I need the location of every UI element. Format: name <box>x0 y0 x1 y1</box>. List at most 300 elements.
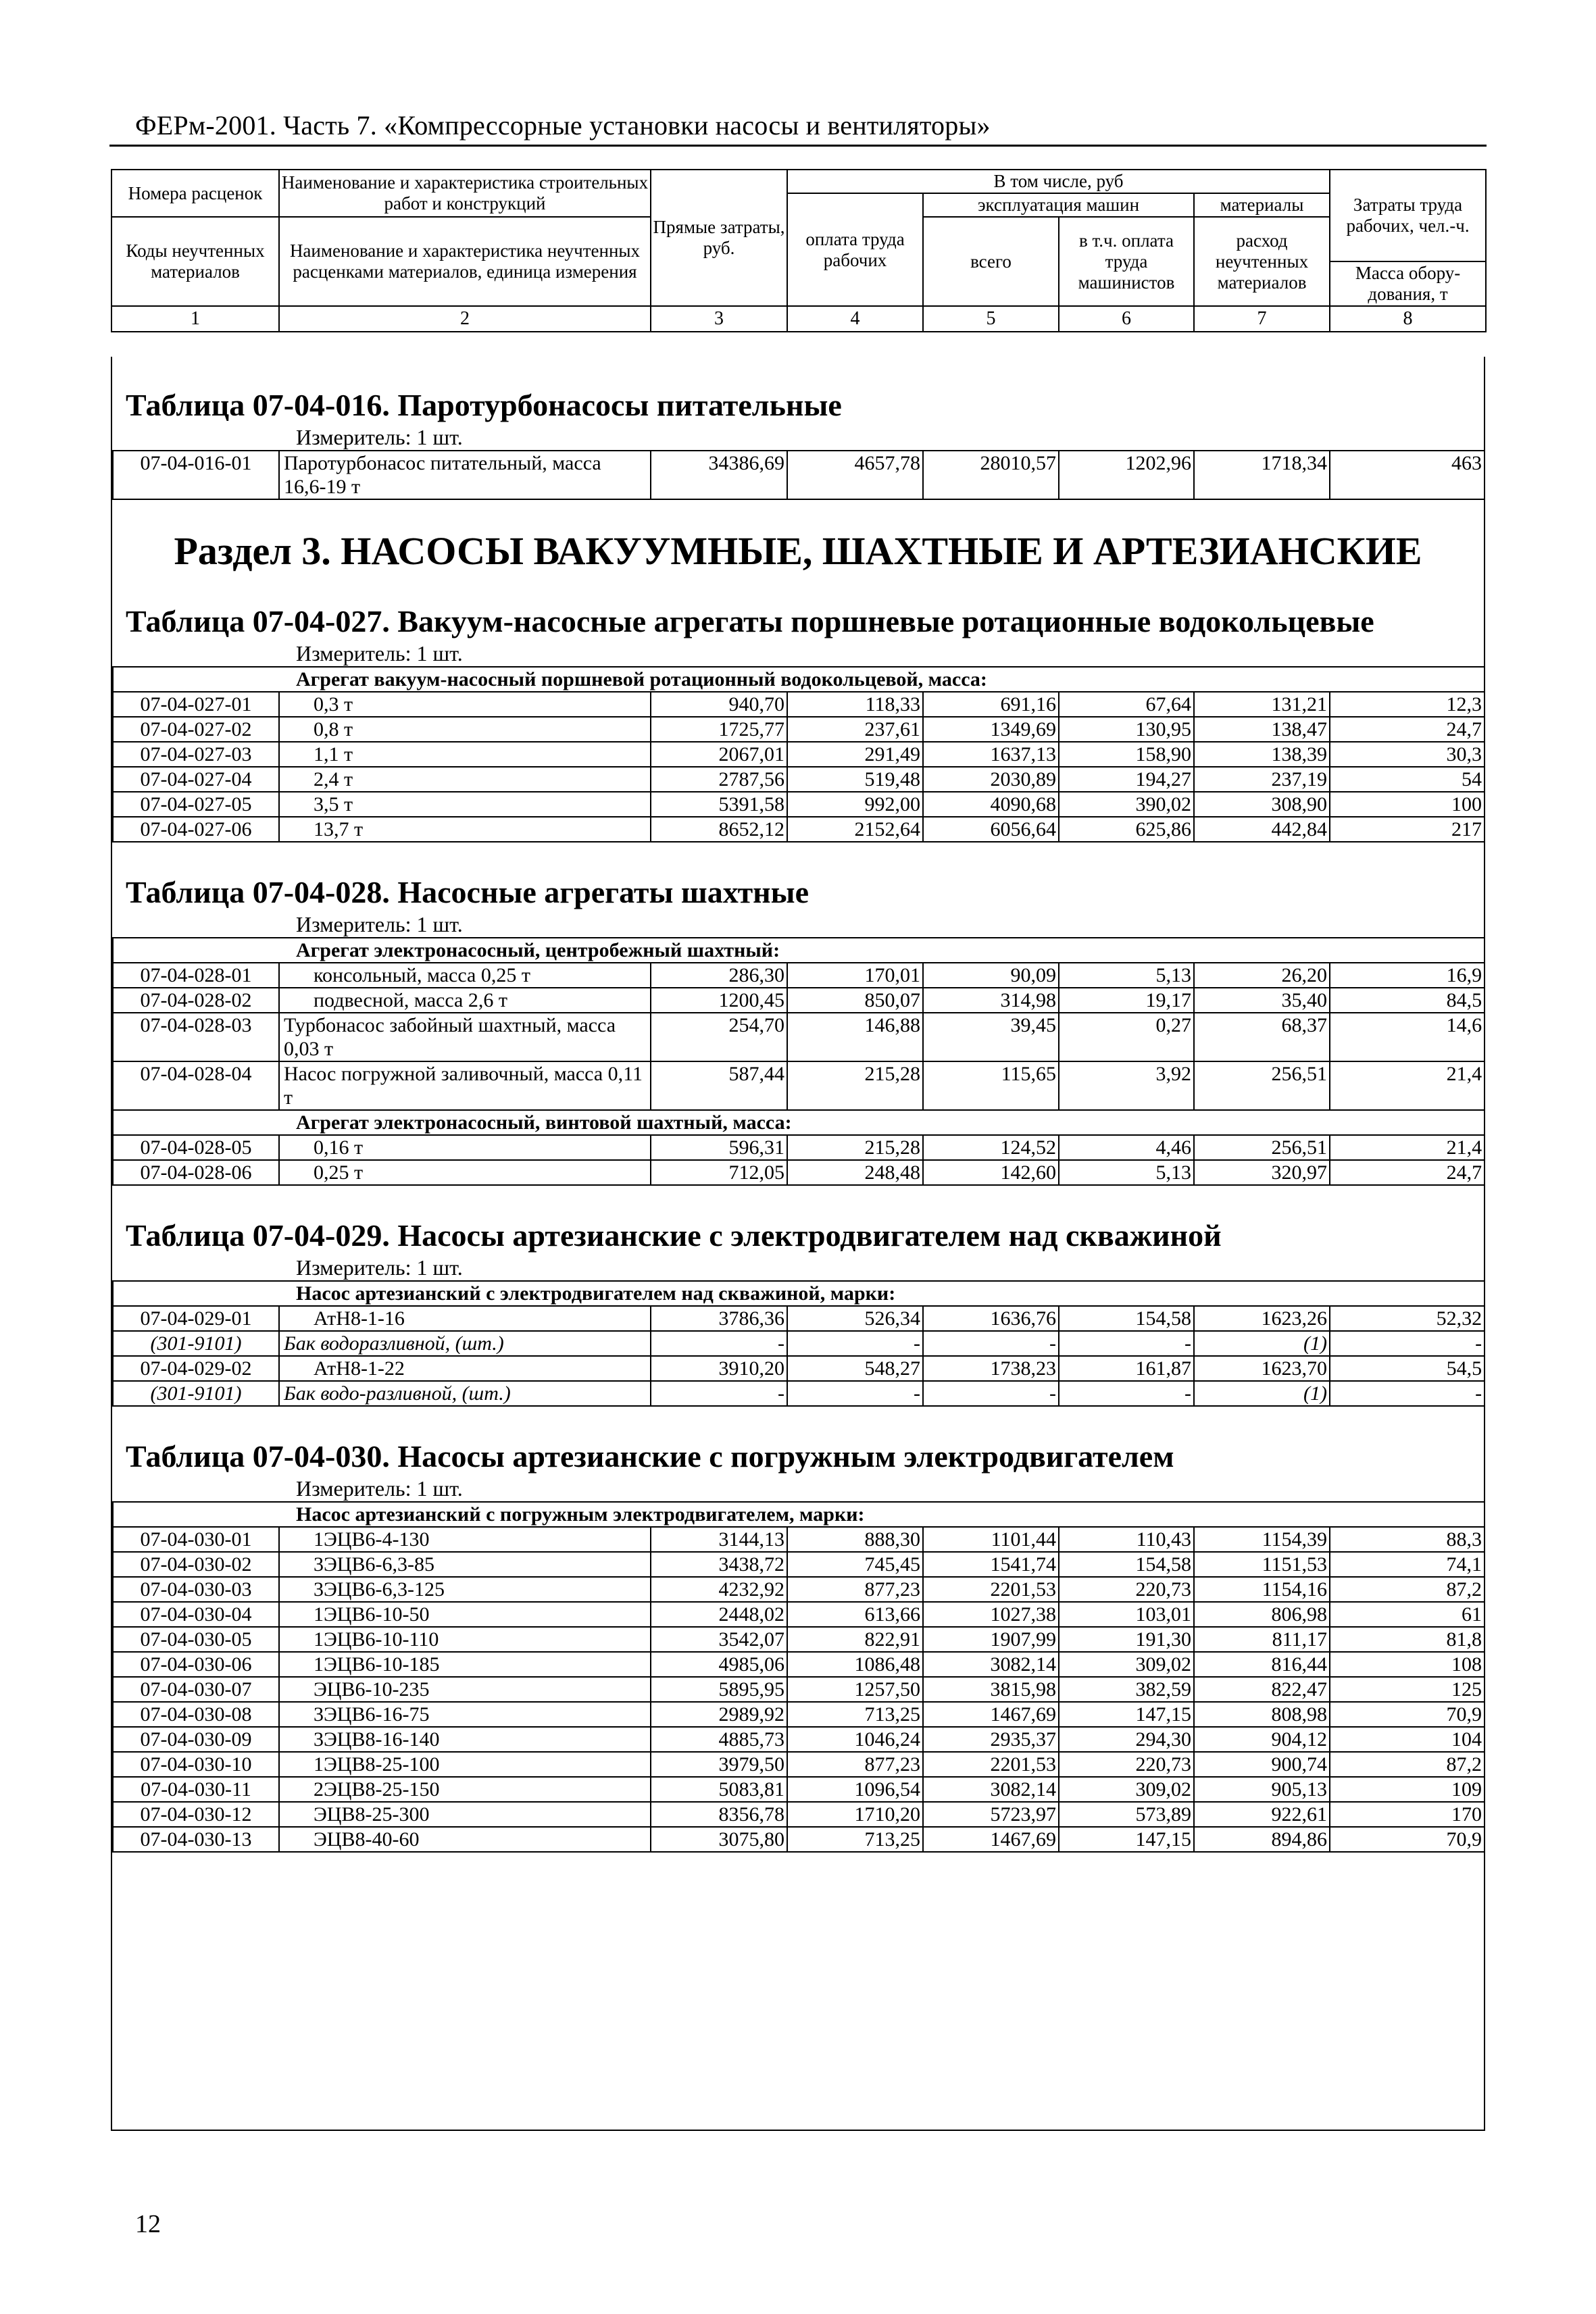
row-code: 07-04-027-03 <box>113 742 279 767</box>
row-machines: 691,16 <box>923 692 1059 717</box>
row-code: 07-04-030-12 <box>113 1802 279 1827</box>
row-materials: 1154,39 <box>1194 1527 1330 1552</box>
unit-label: Измеритель: 1 шт. <box>296 641 463 665</box>
row-machinists: 3,92 <box>1059 1061 1194 1110</box>
row-code: 07-04-027-06 <box>113 817 279 842</box>
table-title: Таблица 07-04-016. Паротурбонасосы питательные <box>126 388 842 422</box>
row-machines: 3082,14 <box>923 1777 1059 1802</box>
row-code: 07-04-030-04 <box>113 1602 279 1627</box>
row-extra: 217 <box>1330 817 1485 842</box>
row-extra: 125 <box>1330 1677 1485 1702</box>
row-machinists: 103,01 <box>1059 1602 1194 1627</box>
row-direct: 3542,07 <box>651 1627 787 1652</box>
col-header-material-codes: Коды неучтенных материалов <box>111 217 279 306</box>
row-machinists: 19,17 <box>1059 988 1194 1013</box>
row-extra: 21,4 <box>1330 1061 1485 1110</box>
row-direct: - <box>651 1331 787 1356</box>
row-machines: 1738,23 <box>923 1356 1059 1381</box>
row-name: ЭЦВ8-40-60 <box>279 1827 651 1852</box>
row-extra: 54,5 <box>1330 1356 1485 1381</box>
col-header-material-names: Наименование и характеристика неучтенных расценками материалов, единица измерения <box>279 217 651 306</box>
col-number: 8 <box>1330 306 1486 332</box>
table-row <box>113 742 1485 767</box>
row-name: АтН8-1-22 <box>279 1356 651 1381</box>
row-machines: 4090,68 <box>923 792 1059 817</box>
row-name: 1,1 т <box>279 742 651 767</box>
row-materials: 442,84 <box>1194 817 1330 842</box>
row-labor: 888,30 <box>787 1527 923 1552</box>
table-row <box>113 1602 1485 1627</box>
table-row <box>113 1752 1485 1777</box>
row-machinists: 220,73 <box>1059 1752 1194 1777</box>
row-code: 07-04-029-01 <box>113 1306 279 1331</box>
group-heading: Агрегат вакуум-насосный поршневой ротационный водокольцевой, масса: <box>113 667 1485 692</box>
table-title: Таблица 07-04-029. Насосы артезианские с электродвигателем над скважиной <box>126 1218 1222 1253</box>
col-header-machines-total: всего <box>923 217 1059 306</box>
row-materials: 808,98 <box>1194 1702 1330 1727</box>
table-title: Таблица 07-04-028. Насосные агрегаты шахтные <box>126 875 809 909</box>
table-row <box>113 1527 1485 1552</box>
row-extra: 70,9 <box>1330 1827 1485 1852</box>
row-labor: 1710,20 <box>787 1802 923 1827</box>
row-machinists: 5,13 <box>1059 1160 1194 1185</box>
row-code: 07-04-030-10 <box>113 1752 279 1777</box>
row-extra: 81,8 <box>1330 1627 1485 1652</box>
row-extra: 30,3 <box>1330 742 1485 767</box>
row-direct: 5391,58 <box>651 792 787 817</box>
row-name: 1ЭЦВ6-10-110 <box>279 1627 651 1652</box>
row-materials: 68,37 <box>1194 1013 1330 1061</box>
row-code: 07-04-030-11 <box>113 1777 279 1802</box>
col-header-name: Наименование и характеристика строительных работ и конструкций <box>279 170 651 217</box>
row-machinists: 309,02 <box>1059 1652 1194 1677</box>
row-labor: 745,45 <box>787 1552 923 1577</box>
row-labor: 548,27 <box>787 1356 923 1381</box>
row-code: 07-04-016-01 <box>113 451 279 499</box>
row-name: 1ЭЦВ6-4-130 <box>279 1527 651 1552</box>
row-direct: 3075,80 <box>651 1827 787 1852</box>
row-code: 07-04-028-04 <box>113 1061 279 1110</box>
row-machines: 1907,99 <box>923 1627 1059 1652</box>
row-labor: - <box>787 1381 923 1406</box>
row-code: 07-04-028-06 <box>113 1160 279 1185</box>
row-name: 0,25 т <box>279 1160 651 1185</box>
row-materials: 811,17 <box>1194 1627 1330 1652</box>
row-machinists: 194,27 <box>1059 767 1194 792</box>
row-machinists: 191,30 <box>1059 1627 1194 1652</box>
row-labor: 992,00 <box>787 792 923 817</box>
row-materials: 1718,34 <box>1194 451 1330 499</box>
header-rule <box>109 145 1487 147</box>
group-heading: Агрегат электронасосный, винтовой шахтный, масса: <box>113 1110 1485 1135</box>
col-header-codes: Номера расценок <box>111 170 279 217</box>
row-labor: 850,07 <box>787 988 923 1013</box>
row-labor: 4657,78 <box>787 451 923 499</box>
row-extra: - <box>1330 1331 1485 1356</box>
row-name: консольный, масса 0,25 т <box>279 963 651 988</box>
row-direct: 8652,12 <box>651 817 787 842</box>
row-name: 1ЭЦВ6-10-185 <box>279 1652 651 1677</box>
unit-label: Измеритель: 1 шт. <box>296 1255 463 1280</box>
material-row <box>113 1331 1485 1356</box>
row-machinists: 382,59 <box>1059 1677 1194 1702</box>
row-materials: 816,44 <box>1194 1652 1330 1677</box>
row-labor: 1096,54 <box>787 1777 923 1802</box>
table-row <box>113 1013 1485 1061</box>
row-materials: 1151,53 <box>1194 1552 1330 1577</box>
row-code: 07-04-030-02 <box>113 1552 279 1577</box>
price-table <box>112 1501 1485 1853</box>
row-direct: 3979,50 <box>651 1752 787 1777</box>
row-machinists: 573,89 <box>1059 1802 1194 1827</box>
group-heading: Насос артезианский с погружным электродвигателем, марки: <box>113 1502 1485 1527</box>
table-row <box>113 1677 1485 1702</box>
page-number: 12 <box>135 2210 161 2238</box>
material-name: Бак водоразливной, (шт.) <box>279 1331 651 1356</box>
row-extra: 21,4 <box>1330 1135 1485 1160</box>
row-extra: 104 <box>1330 1727 1485 1752</box>
row-extra: 24,7 <box>1330 1160 1485 1185</box>
col-number: 2 <box>279 306 651 332</box>
row-machinists: 1202,96 <box>1059 451 1194 499</box>
table-row <box>113 1827 1485 1852</box>
table-row <box>113 717 1485 742</box>
row-extra: 88,3 <box>1330 1527 1485 1552</box>
row-direct: 286,30 <box>651 963 787 988</box>
row-code: 07-04-027-02 <box>113 717 279 742</box>
row-code: 07-04-030-01 <box>113 1527 279 1552</box>
row-name: подвесной, масса 2,6 т <box>279 988 651 1013</box>
row-labor: 877,23 <box>787 1577 923 1602</box>
row-machinists: 154,58 <box>1059 1552 1194 1577</box>
table-row <box>113 1777 1485 1802</box>
row-direct: 2787,56 <box>651 767 787 792</box>
row-machinists: 309,02 <box>1059 1777 1194 1802</box>
row-machines: 28010,57 <box>923 451 1059 499</box>
row-machines: 1637,13 <box>923 742 1059 767</box>
row-materials: 822,47 <box>1194 1677 1330 1702</box>
row-machinists: 110,43 <box>1059 1527 1194 1552</box>
row-labor: 146,88 <box>787 1013 923 1061</box>
row-extra: 87,2 <box>1330 1752 1485 1777</box>
row-machinists: 147,15 <box>1059 1827 1194 1852</box>
row-direct: 940,70 <box>651 692 787 717</box>
row-materials: 138,39 <box>1194 742 1330 767</box>
row-name: 3ЭЦВ6-6,3-85 <box>279 1552 651 1577</box>
row-materials: 35,40 <box>1194 988 1330 1013</box>
row-code: 07-04-028-05 <box>113 1135 279 1160</box>
row-extra: 52,32 <box>1330 1306 1485 1331</box>
row-machines: 2201,53 <box>923 1577 1059 1602</box>
table-row <box>113 963 1485 988</box>
table-row <box>113 767 1485 792</box>
material-consumption: (1) <box>1194 1331 1330 1356</box>
material-row <box>113 1381 1485 1406</box>
table-title: Таблица 07-04-027. Вакуум-насосные агрегаты поршневые ротационные водокольцевые <box>126 604 1374 638</box>
table-row <box>113 1135 1485 1160</box>
material-name: Бак водо-разливной, (шт.) <box>279 1381 651 1406</box>
row-direct: - <box>651 1381 787 1406</box>
col-number: 1 <box>111 306 279 332</box>
col-number: 6 <box>1059 306 1194 332</box>
group-heading: Насос артезианский с электродвигателем над скважиной, марки: <box>113 1281 1485 1306</box>
row-materials: 900,74 <box>1194 1752 1330 1777</box>
row-labor: 248,48 <box>787 1160 923 1185</box>
row-machinists: 0,27 <box>1059 1013 1194 1061</box>
row-extra: 16,9 <box>1330 963 1485 988</box>
row-machinists: 67,64 <box>1059 692 1194 717</box>
row-name: 0,3 т <box>279 692 651 717</box>
row-extra: 61 <box>1330 1602 1485 1627</box>
row-machines: 6056,64 <box>923 817 1059 842</box>
row-machinists: 4,46 <box>1059 1135 1194 1160</box>
row-machinists: 147,15 <box>1059 1702 1194 1727</box>
row-machines: 1101,44 <box>923 1527 1059 1552</box>
row-direct: 1200,45 <box>651 988 787 1013</box>
row-direct: 4232,92 <box>651 1577 787 1602</box>
row-code: 07-04-027-04 <box>113 767 279 792</box>
row-extra: 170 <box>1330 1802 1485 1827</box>
material-code: (301-9101) <box>113 1381 279 1406</box>
unit-label: Измеритель: 1 шт. <box>296 1476 463 1501</box>
table-row <box>113 1727 1485 1752</box>
row-direct: 8356,78 <box>651 1802 787 1827</box>
running-header: ФЕРм-2001. Часть 7. «Компрессорные установки насосы и вентиляторы» <box>135 110 991 141</box>
row-extra: 109 <box>1330 1777 1485 1802</box>
row-machinists: 154,58 <box>1059 1306 1194 1331</box>
row-labor: 215,28 <box>787 1061 923 1110</box>
table-row <box>113 1652 1485 1677</box>
row-labor: 2152,64 <box>787 817 923 842</box>
row-labor: 613,66 <box>787 1602 923 1627</box>
row-machines: 1467,69 <box>923 1702 1059 1727</box>
col-number: 4 <box>787 306 923 332</box>
table-row <box>113 1061 1485 1110</box>
row-materials: 922,61 <box>1194 1802 1330 1827</box>
row-machines: 1636,76 <box>923 1306 1059 1331</box>
row-name: 1ЭЦВ8-25-100 <box>279 1752 651 1777</box>
row-extra: - <box>1330 1381 1485 1406</box>
row-labor: 1046,24 <box>787 1727 923 1752</box>
row-direct: 1725,77 <box>651 717 787 742</box>
row-direct: 3438,72 <box>651 1552 787 1577</box>
row-machinists: 390,02 <box>1059 792 1194 817</box>
column-header-table <box>111 169 1487 332</box>
row-code: 07-04-028-03 <box>113 1013 279 1061</box>
row-name: 3,5 т <box>279 792 651 817</box>
row-machinists: 625,86 <box>1059 817 1194 842</box>
row-machines: - <box>923 1331 1059 1356</box>
row-code: 07-04-027-01 <box>113 692 279 717</box>
row-labor: 237,61 <box>787 717 923 742</box>
row-code: 07-04-030-09 <box>113 1727 279 1752</box>
row-name: 1ЭЦВ6-10-50 <box>279 1602 651 1627</box>
row-extra: 70,9 <box>1330 1702 1485 1727</box>
row-labor: 1086,48 <box>787 1652 923 1677</box>
row-name: Турбонасос забойный шахтный, масса 0,03 т <box>279 1013 651 1061</box>
table-row <box>113 1160 1485 1185</box>
row-labor: 877,23 <box>787 1752 923 1777</box>
row-extra: 84,5 <box>1330 988 1485 1013</box>
row-labor: 1257,50 <box>787 1677 923 1702</box>
row-direct: 5895,95 <box>651 1677 787 1702</box>
row-labor: - <box>787 1331 923 1356</box>
row-machinists: - <box>1059 1381 1194 1406</box>
row-labor: 170,01 <box>787 963 923 988</box>
row-materials: 894,86 <box>1194 1827 1330 1852</box>
col-header-group: В том числе, руб <box>787 170 1330 193</box>
section-title: Раздел 3. НАСОСЫ ВАКУУМНЫЕ, ШАХТНЫЕ И АРТЕЗИАНСКИЕ <box>174 529 1422 573</box>
row-materials: 308,90 <box>1194 792 1330 817</box>
col-header-equipment-mass: Масса обору-дования, т <box>1330 261 1486 306</box>
row-materials: 1623,70 <box>1194 1356 1330 1381</box>
row-name: 3ЭЦВ8-16-140 <box>279 1727 651 1752</box>
table-row <box>113 1627 1485 1652</box>
row-materials: 256,51 <box>1194 1061 1330 1110</box>
table-row <box>113 817 1485 842</box>
row-materials: 806,98 <box>1194 1602 1330 1627</box>
row-machines: 1349,69 <box>923 717 1059 742</box>
row-materials: 138,47 <box>1194 717 1330 742</box>
row-extra: 24,7 <box>1330 717 1485 742</box>
col-header-labor-hours: Затраты труда рабочих, чел.-ч. <box>1330 170 1486 261</box>
row-name: АтН8-1-16 <box>279 1306 651 1331</box>
row-name: 2ЭЦВ8-25-150 <box>279 1777 651 1802</box>
row-direct: 2989,92 <box>651 1702 787 1727</box>
row-machinists: 161,87 <box>1059 1356 1194 1381</box>
row-name: 0,8 т <box>279 717 651 742</box>
row-direct: 34386,69 <box>651 451 787 499</box>
row-labor: 215,28 <box>787 1135 923 1160</box>
row-machines: 2201,53 <box>923 1752 1059 1777</box>
row-name: ЭЦВ6-10-235 <box>279 1677 651 1702</box>
row-machinists: 158,90 <box>1059 742 1194 767</box>
row-code: 07-04-028-01 <box>113 963 279 988</box>
row-extra: 74,1 <box>1330 1552 1485 1577</box>
row-direct: 3910,20 <box>651 1356 787 1381</box>
row-machines: 124,52 <box>923 1135 1059 1160</box>
unit-label: Измеритель: 1 шт. <box>296 912 463 936</box>
row-labor: 519,48 <box>787 767 923 792</box>
row-extra: 54 <box>1330 767 1485 792</box>
col-number: 7 <box>1194 306 1330 332</box>
row-machinists: - <box>1059 1331 1194 1356</box>
price-content <box>111 357 1485 2131</box>
col-header-direct-costs: Прямые затраты, руб. <box>651 170 787 306</box>
col-header-machinists-pay: в т.ч. оплата труда машинистов <box>1059 217 1194 306</box>
table-title: Таблица 07-04-030. Насосы артезианские с погружным электродвигателем <box>126 1439 1174 1474</box>
table-row <box>113 1306 1485 1331</box>
row-machines: 1467,69 <box>923 1827 1059 1852</box>
row-machines: 2935,37 <box>923 1727 1059 1752</box>
row-code: 07-04-027-05 <box>113 792 279 817</box>
price-table <box>112 937 1485 1186</box>
col-header-material-consumption: расход неучтенных материалов <box>1194 217 1330 306</box>
row-name: 0,16 т <box>279 1135 651 1160</box>
row-direct: 596,31 <box>651 1135 787 1160</box>
row-machines: 3082,14 <box>923 1652 1059 1677</box>
row-direct: 712,05 <box>651 1160 787 1185</box>
row-machines: 90,09 <box>923 963 1059 988</box>
row-extra: 87,2 <box>1330 1577 1485 1602</box>
row-code: 07-04-030-05 <box>113 1627 279 1652</box>
row-name: Насос погружной заливочный, масса 0,11 т <box>279 1061 651 1110</box>
row-direct: 4985,06 <box>651 1652 787 1677</box>
row-materials: 905,13 <box>1194 1777 1330 1802</box>
table-row <box>113 1552 1485 1577</box>
row-direct: 3144,13 <box>651 1527 787 1552</box>
row-machines: 1027,38 <box>923 1602 1059 1627</box>
row-direct: 2067,01 <box>651 742 787 767</box>
row-machinists: 5,13 <box>1059 963 1194 988</box>
row-name: Паротурбонасос питательный, масса 16,6-19 т <box>279 451 651 499</box>
row-materials: 26,20 <box>1194 963 1330 988</box>
row-labor: 118,33 <box>787 692 923 717</box>
row-name: 13,7 т <box>279 817 651 842</box>
row-extra: 14,6 <box>1330 1013 1485 1061</box>
table-row <box>113 692 1485 717</box>
row-code: 07-04-030-08 <box>113 1702 279 1727</box>
row-machines: 314,98 <box>923 988 1059 1013</box>
price-table <box>112 1280 1485 1407</box>
row-machines: 5723,97 <box>923 1802 1059 1827</box>
row-labor: 291,49 <box>787 742 923 767</box>
row-machinists: 294,30 <box>1059 1727 1194 1752</box>
row-direct: 4885,73 <box>651 1727 787 1752</box>
row-code: 07-04-030-07 <box>113 1677 279 1702</box>
row-direct: 587,44 <box>651 1061 787 1110</box>
row-materials: 904,12 <box>1194 1727 1330 1752</box>
row-machines: 142,60 <box>923 1160 1059 1185</box>
row-code: 07-04-029-02 <box>113 1356 279 1381</box>
table-row <box>113 1702 1485 1727</box>
row-materials: 1623,26 <box>1194 1306 1330 1331</box>
material-code: (301-9101) <box>113 1331 279 1356</box>
row-code: 07-04-030-13 <box>113 1827 279 1852</box>
row-name: ЭЦВ8-25-300 <box>279 1802 651 1827</box>
row-machines: 3815,98 <box>923 1677 1059 1702</box>
row-direct: 5083,81 <box>651 1777 787 1802</box>
row-machines: 2030,89 <box>923 767 1059 792</box>
row-labor: 526,34 <box>787 1306 923 1331</box>
col-header-materials: материалы <box>1194 193 1330 217</box>
row-extra: 108 <box>1330 1652 1485 1677</box>
col-number: 5 <box>923 306 1059 332</box>
row-name: 2,4 т <box>279 767 651 792</box>
row-machines: 39,45 <box>923 1013 1059 1061</box>
col-header-labor-pay: оплата труда рабочих <box>787 193 923 306</box>
row-labor: 713,25 <box>787 1702 923 1727</box>
row-direct: 3786,36 <box>651 1306 787 1331</box>
row-name: 3ЭЦВ6-16-75 <box>279 1702 651 1727</box>
row-direct: 2448,02 <box>651 1602 787 1627</box>
group-heading: Агрегат электронасосный, центробежный шахтный: <box>113 938 1485 963</box>
row-direct: 254,70 <box>651 1013 787 1061</box>
price-table <box>112 666 1485 842</box>
row-labor: 822,91 <box>787 1627 923 1652</box>
table-row <box>113 1577 1485 1602</box>
row-machinists: 130,95 <box>1059 717 1194 742</box>
row-materials: 320,97 <box>1194 1160 1330 1185</box>
row-extra: 100 <box>1330 792 1485 817</box>
table-row <box>113 988 1485 1013</box>
row-machines: 115,65 <box>923 1061 1059 1110</box>
row-machines: 1541,74 <box>923 1552 1059 1577</box>
row-machinists: 220,73 <box>1059 1577 1194 1602</box>
row-labor: 713,25 <box>787 1827 923 1852</box>
col-header-machines: эксплуатация машин <box>923 193 1194 217</box>
table-row <box>113 1356 1485 1381</box>
